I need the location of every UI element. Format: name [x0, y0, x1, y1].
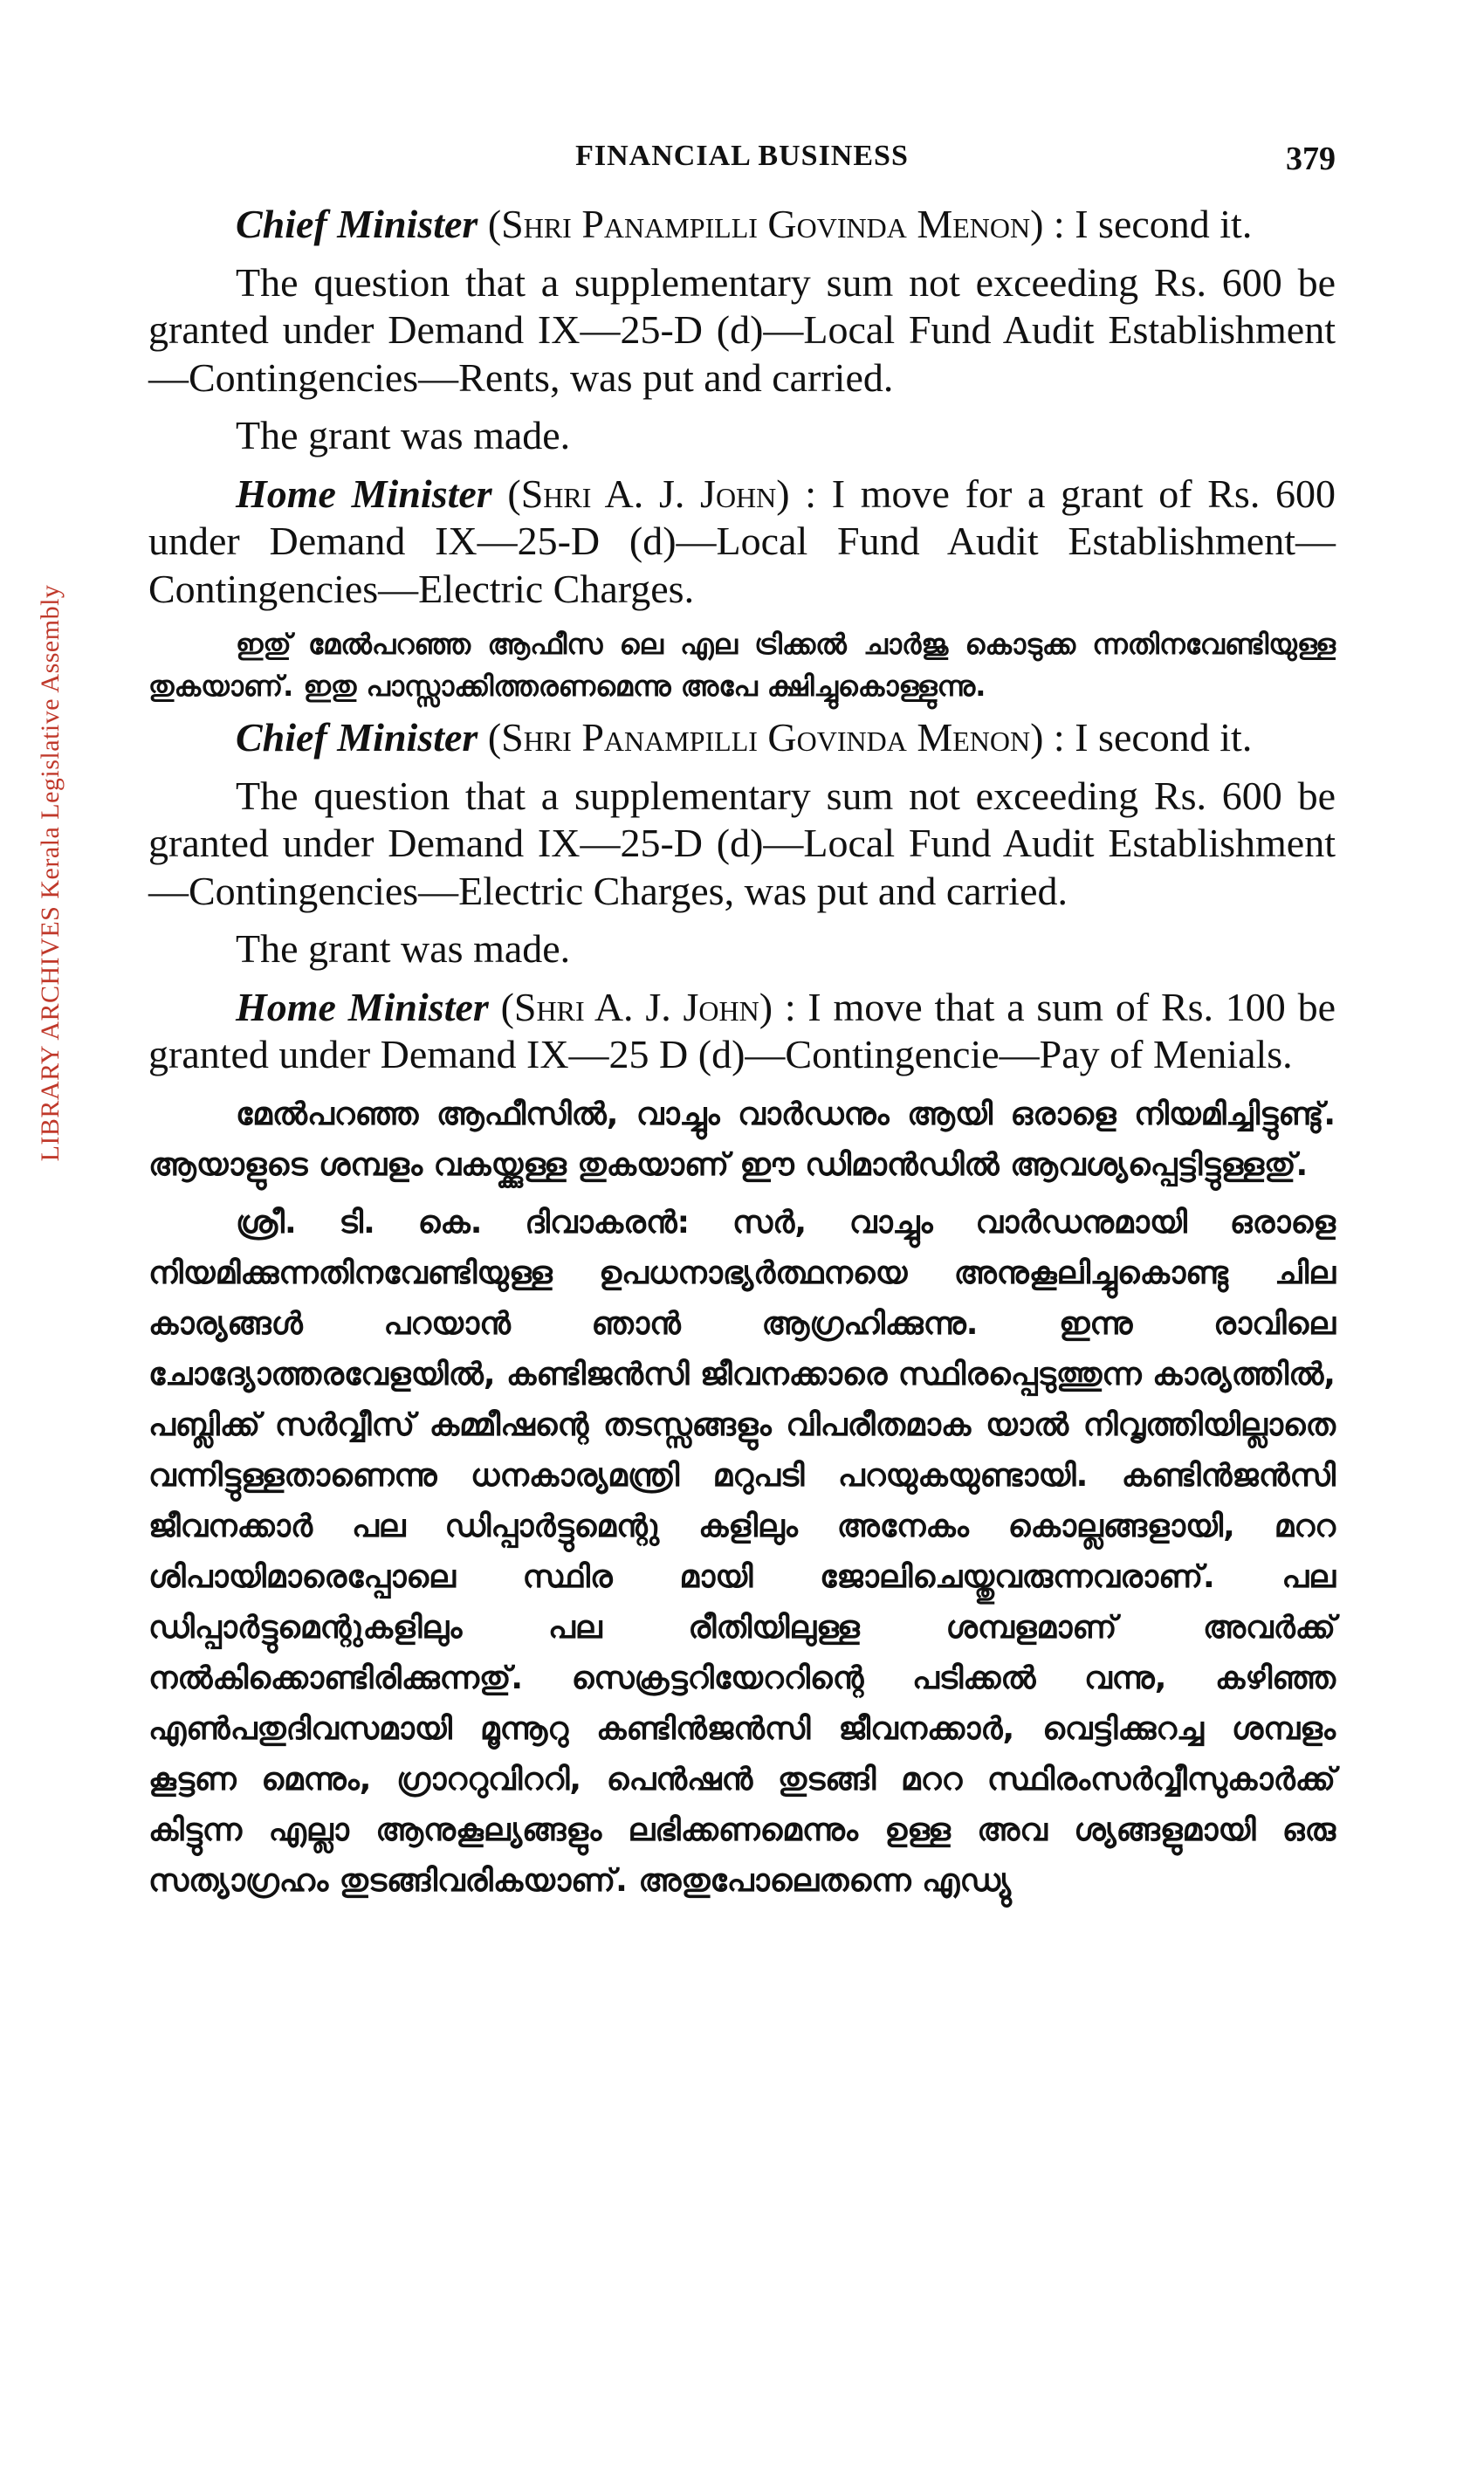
proceedings-paragraph: The question that a supplementary sum not exceeding Rs. 600 be granted under Demand IX—25-D (d)—Local Fund Audit Establishment—Contingencies—Rents, was put and carried.	[148, 259, 1336, 400]
proceedings-paragraph: The question that a supplementary sum not exceeding Rs. 600 be granted under Demand IX—25-D (d)—Local Fund Audit Establishment—Contingencies—Electric Charges, was put and carried.	[148, 773, 1336, 913]
speaker-title: Home Minister	[236, 471, 492, 516]
speech-text: I second it.	[1064, 202, 1253, 246]
page-header	[148, 140, 1336, 192]
page-number: 379	[1286, 141, 1336, 177]
malayalam-paragraph: മേൽപറഞ്ഞ ആഫീസിൽ, വാച്ചും വാർഡനും ആയി ഒരാളെ നിയമിച്ചിട്ടുണ്ടു്. ആയാളുടെ ശമ്പളം വകയ്ക്കുള്ള തുകയാണ് ഈ ഡിമാൻഡിൽ ആവശ്യപ്പെട്ടിട്ടുള്ളതു്.	[148, 1096, 1336, 1183]
proceedings-paragraph: The grant was made.	[236, 926, 571, 971]
malayalam-paragraph: ഇതു് മേൽപറഞ്ഞ ആഫീസ ലെ എല ട്രിക്കൽ ചാർജു കൊടുക്ക ന്നതിനവേണ്ടിയുള്ള തുകയാണ്. ഇതു പാസ്സാക്കിത്തരണമെന്നു അപേ ക്ഷിച്ചുകൊള്ളുന്നു.	[148, 628, 1336, 703]
speech-paragraph	[148, 471, 1336, 614]
speech-text: I move that a sum of Rs. 100 be granted under Demand IX—25 D (d)—Contingencie—Pay of Menials.	[148, 984, 1336, 1076]
speaker-title: Home Minister	[236, 984, 489, 1029]
speech-paragraph	[148, 201, 1336, 249]
speaker-title: Chief Minister	[236, 715, 478, 760]
speech-paragraph	[148, 984, 1336, 1079]
speaker-name: (Shri A. J. John) :	[488, 984, 796, 1029]
archive-watermark: LIBRARY ARCHIVES Kerala Legislative Assembly	[36, 584, 65, 1162]
speech-text: I second it.	[1064, 715, 1253, 760]
speaker-name: (Shri Panampilli Govinda Menon) :	[477, 715, 1065, 760]
speaker-name: (Shri Panampilli Govinda Menon) :	[477, 202, 1065, 246]
speech-paragraph	[148, 714, 1336, 762]
proceedings-paragraph: The grant was made.	[236, 413, 571, 457]
page-body	[148, 201, 1336, 1914]
speaker-title: Chief Minister	[236, 202, 478, 246]
speaker-name: (Shri A. J. John) :	[491, 471, 817, 516]
running-title: FINANCIAL BUSINESS	[575, 140, 909, 172]
malayalam-paragraph: ശ്രീ. ടി. കെ. ദിവാകരൻ: സർ, വാച്ചും വാർഡനുമായി ഒരാളെ നിയമിക്കുന്നതിനവേണ്ടിയുള്ള ഉപധനാഭ്യർത്ഥനയെ അനുകൂലിച്ചുകൊണ്ടു ചില കാര്യങ്ങൾ പറയാൻ ഞാൻ ആഗ്രഹിക്കുന്നു. ഇന്നു രാവിലെ ചോദ്യോത്തരവേളയിൽ, കണ്ടിജൻസി ജീവനക്കാരെ സ്ഥിരപ്പെടുത്തുന്ന കാര്യത്തിൽ, പബ്ലിക്ക് സർവ്വീസ് കമ്മീഷന്റെ തടസ്സങ്ങളും വിപരീതമാക യാൽ നിവൃത്തിയില്ലാതെ വന്നിട്ടുള്ളതാണെന്നു ധനകാര്യമന്ത്രി മറുപടി പറയുകയുണ്ടായി. കണ്ടിൻജൻസി ജീവനക്കാർ പല ഡിപ്പാർട്ടുമെന്റു കളിലും അനേകം കൊല്ലങ്ങളായി, മററ ശിപായിമാരെപ്പോലെ സ്ഥിര മായി ജോലിചെയ്തുവരുന്നവരാണ്. പല ഡിപ്പാർട്ടുമെന്റുകളിലും പല രീതിയിലുള്ള ശമ്പളമാണ് അവർക്ക് നൽകിക്കൊണ്ടിരിക്കുന്നതു്. സെക്രട്ടറിയേററിന്റെ പടിക്കൽ വന്നു, കഴിഞ്ഞ എൺപതുദിവസമായി മൂന്നൂറു കണ്ടിൻജൻസി ജീവനക്കാർ, വെട്ടിക്കുറച്ച ശമ്പളം കൂട്ടണ മെന്നും, ഗ്രാററുവിററി, പെൻഷൻ തുടങ്ങി മററ സ്ഥിരംസർവ്വീസുകാർക്ക് കിട്ടുന്ന എല്ലാ ആനുകൂല്യങ്ങളും ലഭിക്കണമെന്നും ഉള്ള അവ ശ്യങ്ങളുമായി ഒരു സത്യാഗ്രഹം തുടങ്ങിവരികയാണ്. അതുപോലെതന്നെ എഡ്യു	[148, 1204, 1336, 1899]
speech-text: I move for a grant of Rs. 600 under Demand IX—25-D (d)—Local Fund Audit Establishment—Contingencies—Electric Charges.	[148, 471, 1336, 611]
